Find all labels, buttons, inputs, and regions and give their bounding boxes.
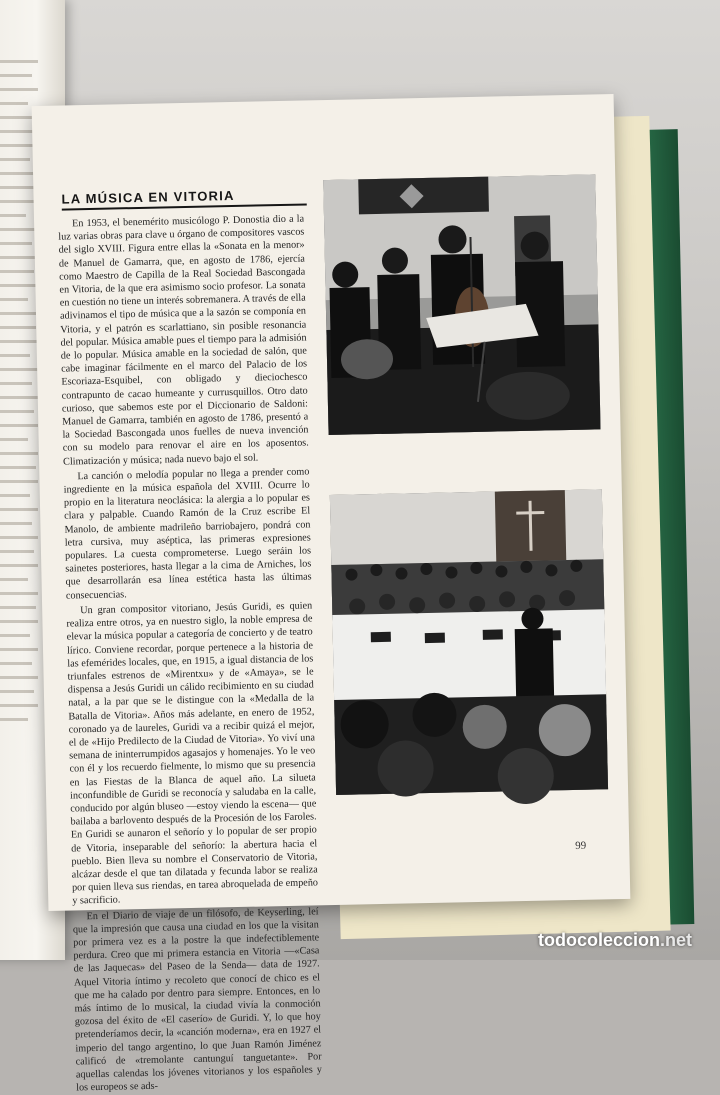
article-body: [58, 213, 322, 1094]
ghost-line: [0, 508, 38, 511]
ghost-line: [0, 522, 32, 525]
ghost-line: [0, 424, 38, 427]
ghost-line: [0, 578, 28, 581]
ghost-line: [0, 186, 36, 189]
ghost-line: [0, 592, 38, 595]
ghost-line: [0, 452, 38, 455]
ghost-line: [0, 564, 38, 567]
watermark-brand: todocoleccion: [538, 930, 661, 950]
ghost-line: [0, 284, 38, 287]
ghost-line: [0, 634, 30, 637]
ghost-line: [0, 340, 38, 343]
ghost-line: [0, 536, 38, 539]
ghost-line: [0, 690, 34, 693]
ghost-line: [0, 648, 38, 651]
ghost-line: [0, 704, 38, 707]
ghost-line: [0, 606, 36, 609]
ghost-line: [0, 242, 32, 245]
ghost-line: [0, 200, 38, 203]
ghost-line: [0, 74, 32, 77]
ghost-line: [0, 228, 38, 231]
ghost-line: [0, 88, 38, 91]
ghost-line: [0, 326, 36, 329]
ghost-line: [0, 270, 34, 273]
ghost-line: [0, 130, 34, 133]
paragraph: En 1953, el benemérito musicólogo P. Donostia dio a la luz varias obras para clave u órgano de compositores vascos del siglo XVIII. Figura entre ellas la «Sonata en la menor» de Manuel de Gamarra, que, en agosto de 1786, ejercía como Maestro de Capilla de la Real Sociedad Bascongada en Vitoria, de la que era asimismo socio profesor. La sonata en cuestión no tiene un interés sobremanera. A través de ella adivinamos el tipo de música que a la sazón se componía en Vitoria, y el patrón es scarlattiano, sin posible resonancia del popular. Música amable pues el tiempo para la admisión de lo popular. Música amable en la sociedad de salón, que cabe imaginar fácilmente en el marco del Palacio de los Escoriaza-Esquibel, con obligado y dieciochesco contrapunto de cacao humeante y currusquillos. Otro dato curioso, que sabemos este por el Diccionario de Saldoni: Manuel de Gamarra, también en agosto de 1786, presentó a la Sociedad Bascongada unos fuelles de nueva invención con su modelo para renovar el aire en los aposentos. Climatización y música; nada nuevo bajo el sol.: [58, 213, 309, 468]
string-quartet-illustration: [323, 174, 600, 435]
ghost-line: [0, 620, 38, 623]
paragraph: En el Diario de viaje de un filósofo, de Keyserling, leí que la impresión que causa una ciudad en los que la visitan por primera vez es a la postre la que indefectiblemente perdura. Creo que mi primera estancia en Vitoria —«Casa de las Jaquecas» del Paseo de la Senda— data de 1927. Aquel Vitoria íntimo y recoleto que conocí de chico es el que me ha calado por dentro para siempre. Entonces, en lo más íntimo de lo musical, la ciudad vivía la conmoción gozosa del éxito de «El caserío» de Guridi. Y, lo que hoy pretenderíamos decir, la «canción moderna», era en 1927 el imperio del tango argentino, lo que Juan Ramón Jiménez calificó de «tremolante cantunguí tanguetante». Por aquellas calendas los jóvenes vitorianos y los españoles y los europeos se ads-: [72, 905, 322, 1094]
ghost-line: [0, 662, 32, 665]
ghost-line: [0, 60, 38, 63]
page-number: 99: [575, 839, 587, 852]
ghost-line: [0, 550, 34, 553]
article-heading: LA MÚSICA EN VITORIA: [61, 186, 306, 210]
ghost-line: [0, 396, 38, 399]
choir-illustration: [330, 489, 608, 795]
ghost-line: [0, 480, 38, 483]
paragraph: Un gran compositor vitoriano, Jesús Guridi, es quien realiza entre otros, ya en nuestro siglo, la noble empresa de elevar la música popular a categoría de concierto y de teatro lírico. Conviene recordar, porque pertenece a la historia de las efemérides locales, que, en 1915, a igual distancia de los triunfales estrenos de «Mirentxu» y de «Amaya», se le dispensa a Jesús Guridi un cálido recibimiento en su ciudad natal, a la par que se le distingue con la «Medalla de la Batalla de Vitoria». Años más adelante, en enero de 1952, coronado ya de laureles, Guridi va a recibir quizá el mejor, el de «Hijo Predilecto de la Ciudad de Vitoria». Yo viví una semana de ininterrumpidos agasajos y homenajes. Yo le veo con él y los recuerdo fielmente, lo mismo que su presencia en las Fiestas de la Blanca de aquel año. La silueta inconfundible de Guridi se reconocía y saludaba en la calle, conducido por algún bluseo —estoy viendo la escena— que bailaba a barlovento después de la Procesión de los Faroles. En Guridi se aunaron el señorío y lo popular de ser propio de Vitoria, inseparable del señorío: la abertura hacia el pueblo. Bien lleva su nombre el Conservatorio de Vitoria, alcázar desde el que tan dilatada y fecunda labor se realiza por quien lleva sus riendas, en tarea abroquelada de empeño y sacrificio.: [66, 600, 319, 907]
ghost-line: [0, 354, 30, 357]
watermark-logo: [538, 930, 692, 951]
ghost-line: [0, 382, 32, 385]
ghost-line: [0, 312, 38, 315]
ghost-line: [0, 466, 36, 469]
choir-photo: [330, 489, 608, 795]
ghost-line: [0, 494, 30, 497]
ghost-line: [0, 214, 26, 217]
ghost-line: [0, 158, 30, 161]
ghost-line: [0, 298, 28, 301]
ghost-line: [0, 102, 28, 105]
watermark-tld: .net: [660, 930, 693, 950]
ghost-line: [0, 438, 28, 441]
string-quartet-photo: [323, 174, 600, 435]
ghost-line: [0, 718, 28, 721]
ghost-line: [0, 368, 38, 371]
ghost-line: [0, 676, 38, 679]
ghost-line: [0, 410, 34, 413]
ghost-line: [0, 256, 38, 259]
paragraph: La canción o melodía popular no llega a prender como ingrediente en la música española del XVIII. Ocurre lo propio en la literatura neoclásica: la alergia a lo popular es clara y palpable. Cuando Ramón de la Cruz escribe El Manolo, de ambiente madrileño barriobajero, pondrá con letra cursiva, muy aséptica, las primeras expresiones populares. La cuesta comprometerse. Luego seráin los sainetes posteriores, hasta llegar a la cima de Arniches, los que desarrollarán esa línea estética hasta las últimas consecuencias.: [63, 466, 312, 602]
